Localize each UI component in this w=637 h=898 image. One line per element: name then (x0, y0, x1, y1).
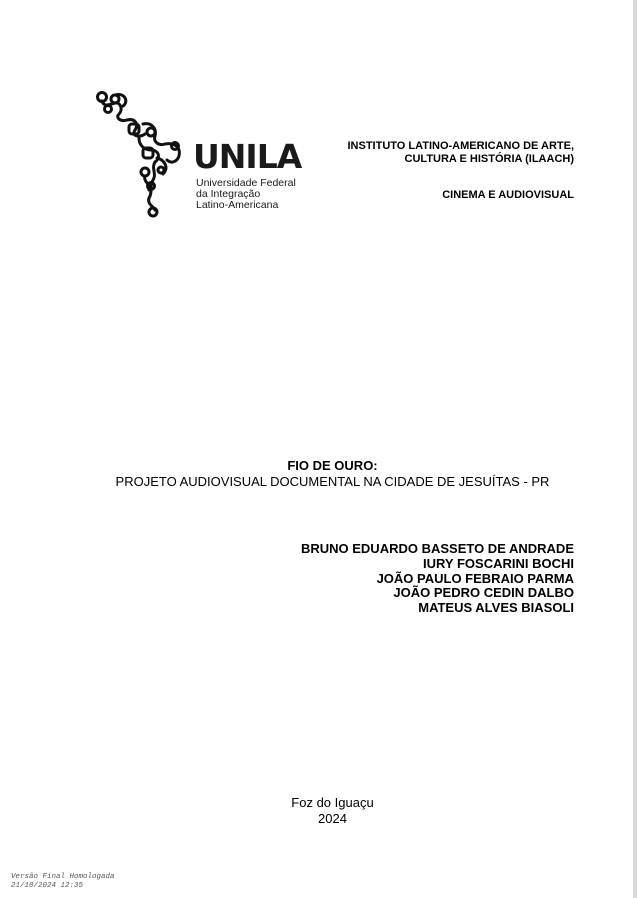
version-stamp (11, 873, 115, 890)
institute-name (347, 140, 574, 165)
author-name: JOÃO PAULO FEBRAIO PARMA (376, 570, 574, 586)
logo-subtitle-line: Universidade Federal (196, 177, 296, 189)
author-name: IURY FOSCARINI BOCHI (423, 555, 574, 571)
stamp-line: Versão Final Homologada (11, 873, 115, 881)
course-name: CINEMA E AUDIOVISUAL (442, 189, 574, 201)
logo-wordmark: UNILA (193, 137, 302, 176)
place-and-year (0, 795, 637, 826)
institute-line: CULTURA E HISTÓRIA (ILAACH) (404, 152, 574, 165)
title-main: FIO DE OURO: (287, 458, 378, 473)
logo-subtitle-line: da Integração (196, 188, 261, 200)
authors-list (301, 542, 574, 616)
unila-logo (95, 88, 302, 218)
author-name: JOÃO PEDRO CEDIN DALBO (393, 585, 574, 601)
institute-line: INSTITUTO LATINO-AMERICANO DE ARTE, (347, 140, 574, 152)
author-name: BRUNO EDUARDO BASSETO DE ANDRADE (300, 541, 574, 556)
unila-logo-mark-icon (95, 88, 190, 218)
city: Foz do Iguaçu (291, 795, 374, 810)
year: 2024 (318, 810, 347, 826)
logo-subtitle (196, 178, 296, 211)
author-name: MATEUS ALVES BIASOLI (418, 600, 574, 616)
logo-subtitle-line: Latino-Americana (196, 199, 279, 211)
document-title (0, 458, 637, 489)
title-subtitle: PROJETO AUDIOVISUAL DOCUMENTAL NA CIDADE DE JESUÍTAS - PR (115, 473, 550, 489)
page-edge (633, 0, 637, 898)
stamp-line: 21/10/2024 12:35 (11, 881, 84, 890)
